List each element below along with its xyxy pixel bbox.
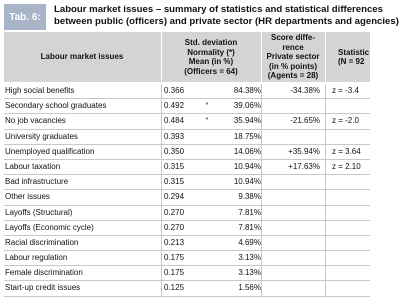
table-title bbox=[54, 4, 399, 28]
table-row bbox=[4, 190, 370, 205]
column-divider bbox=[161, 99, 162, 113]
std-deviation-cell: 0.270 bbox=[164, 207, 185, 217]
column-divider bbox=[161, 130, 162, 144]
issue-cell: Other issues bbox=[5, 192, 50, 202]
table-row bbox=[4, 206, 370, 221]
column-divider bbox=[261, 114, 262, 128]
normality-marker-cell bbox=[200, 145, 214, 159]
column-divider bbox=[161, 266, 162, 280]
statistic-cell: z = -2.0 bbox=[332, 116, 359, 126]
header-score-line-2: rence bbox=[282, 42, 304, 52]
column-divider bbox=[161, 281, 162, 295]
statistic-cell: z = 3.64 bbox=[332, 146, 361, 156]
header-std-mean bbox=[162, 32, 260, 82]
issue-cell: Layoffs (Structural) bbox=[5, 207, 73, 217]
table-row bbox=[4, 99, 370, 114]
normality-marker-cell bbox=[200, 236, 214, 250]
table-row bbox=[4, 145, 370, 160]
score-difference-cell: +17.63% bbox=[288, 161, 320, 171]
mean-cell: 14.06% bbox=[233, 146, 261, 156]
normality-marker-cell bbox=[200, 160, 214, 174]
normality-marker-cell: * bbox=[205, 117, 209, 125]
header-statistic-line-2: (N = 92 bbox=[338, 57, 365, 66]
column-divider bbox=[261, 206, 262, 220]
score-difference-cell bbox=[264, 266, 320, 280]
column-divider bbox=[325, 251, 326, 265]
header-score-line-3: Private sector bbox=[266, 52, 320, 62]
column-divider bbox=[325, 206, 326, 220]
issue-cell: Layoffs (Economic cycle) bbox=[5, 222, 94, 232]
issue-cell: Start-up credit issues bbox=[5, 283, 81, 293]
table-body bbox=[4, 84, 370, 297]
score-difference-cell: -34.38% bbox=[290, 86, 320, 95]
column-divider bbox=[325, 160, 326, 174]
column-divider bbox=[261, 221, 262, 235]
statistic-cell bbox=[326, 266, 392, 280]
issue-cell: Labour taxation bbox=[5, 161, 61, 171]
std-deviation-cell: 0.315 bbox=[164, 177, 185, 187]
table-header bbox=[4, 32, 370, 82]
column-divider bbox=[161, 175, 162, 189]
statistic-cell bbox=[326, 190, 392, 204]
mean-cell: 10.94% bbox=[233, 161, 261, 171]
column-divider bbox=[161, 251, 162, 265]
header-score-line-4: (in % points) bbox=[269, 61, 317, 71]
normality-marker-cell bbox=[200, 206, 214, 220]
column-divider bbox=[261, 84, 262, 98]
mean-cell: 7.81% bbox=[238, 207, 261, 217]
header-normality-line: Normality (*) bbox=[187, 47, 235, 57]
statistic-cell bbox=[326, 175, 392, 189]
column-divider bbox=[325, 266, 326, 280]
header-mean-line: Mean (in %) bbox=[188, 57, 234, 66]
std-deviation-cell: 0.294 bbox=[164, 192, 185, 202]
column-divider bbox=[325, 175, 326, 189]
normality-marker-cell bbox=[200, 221, 214, 235]
column-divider bbox=[261, 281, 262, 295]
mean-cell: 3.13% bbox=[238, 268, 261, 278]
std-deviation-cell: 0.350 bbox=[164, 146, 185, 156]
header-officers-line: (Officers = 64) bbox=[184, 66, 238, 76]
column-divider bbox=[261, 160, 262, 174]
header-std-line: Std. deviation bbox=[184, 38, 238, 47]
mean-cell: 10.94% bbox=[233, 177, 261, 187]
table-title-line-2: between public (officers) and private sector (HR departments and agencies) bbox=[54, 16, 399, 27]
column-divider bbox=[161, 114, 162, 128]
std-deviation-cell: 0.125 bbox=[164, 283, 185, 293]
column-divider bbox=[261, 99, 262, 113]
std-deviation-cell: 0.315 bbox=[164, 161, 185, 171]
score-difference-cell bbox=[264, 236, 320, 250]
statistic-cell bbox=[326, 99, 392, 113]
column-divider bbox=[325, 84, 326, 98]
table-row bbox=[4, 84, 370, 99]
score-difference-cell bbox=[264, 251, 320, 265]
table-row bbox=[4, 236, 370, 251]
mean-cell: 18.75% bbox=[233, 131, 261, 141]
normality-marker-cell bbox=[200, 130, 214, 144]
normality-marker-cell bbox=[200, 175, 214, 189]
column-divider bbox=[161, 190, 162, 204]
score-difference-cell bbox=[264, 221, 320, 235]
std-deviation-cell: 0.213 bbox=[164, 237, 185, 247]
score-difference-cell bbox=[264, 130, 320, 144]
statistic-cell bbox=[326, 130, 392, 144]
column-divider bbox=[325, 281, 326, 295]
normality-marker-cell bbox=[200, 266, 214, 280]
column-divider bbox=[325, 190, 326, 204]
column-divider bbox=[261, 145, 262, 159]
header-score-line-5: (Agents = 28) bbox=[267, 71, 319, 81]
statistic-cell bbox=[326, 281, 392, 295]
table-row bbox=[4, 114, 370, 129]
table-number-label: Tab. 6: bbox=[4, 4, 46, 30]
mean-cell: 35.94% bbox=[233, 116, 261, 126]
statistic-cell bbox=[326, 221, 392, 235]
header-score-difference bbox=[262, 32, 324, 82]
table-row bbox=[4, 266, 370, 281]
score-difference-cell bbox=[264, 281, 320, 295]
table-row bbox=[4, 130, 370, 145]
normality-marker-cell bbox=[200, 84, 214, 98]
issue-cell: Racial discrimination bbox=[5, 237, 79, 247]
mean-cell: 39.06% bbox=[233, 101, 261, 111]
mean-cell: 4.69% bbox=[238, 237, 261, 247]
issue-cell: Secondary school graduates bbox=[5, 101, 107, 111]
table-row bbox=[4, 251, 370, 266]
header-statistic bbox=[326, 32, 398, 82]
score-difference-cell bbox=[264, 206, 320, 220]
column-divider bbox=[161, 84, 162, 98]
table-title-bar bbox=[4, 4, 399, 30]
score-difference-cell bbox=[264, 99, 320, 113]
column-divider bbox=[325, 145, 326, 159]
mean-cell: 3.13% bbox=[238, 253, 261, 263]
score-difference-cell: +35.94% bbox=[288, 146, 320, 156]
column-divider bbox=[161, 221, 162, 235]
column-divider bbox=[261, 190, 262, 204]
column-divider bbox=[161, 206, 162, 220]
score-difference-cell bbox=[264, 175, 320, 189]
table-row bbox=[4, 221, 370, 236]
header-statistic-line-1: Statistic bbox=[338, 47, 370, 57]
table-row bbox=[4, 175, 370, 190]
issue-cell: Female discrimination bbox=[5, 268, 83, 278]
column-divider bbox=[325, 99, 326, 113]
column-divider bbox=[261, 130, 262, 144]
std-deviation-cell: 0.175 bbox=[164, 253, 185, 263]
std-deviation-cell: 0.270 bbox=[164, 222, 185, 232]
statistic-cell bbox=[326, 251, 392, 265]
table-title-line-1: Labour market issues – summary of statistics and statistical differences bbox=[54, 4, 383, 15]
normality-marker-cell bbox=[200, 281, 214, 295]
issue-cell: No job vacancies bbox=[5, 116, 66, 126]
issue-cell: Unemployed qualification bbox=[5, 146, 95, 156]
score-difference-cell: -21.65% bbox=[290, 116, 320, 126]
statistic-cell bbox=[326, 236, 392, 250]
issue-cell: Labour regulation bbox=[5, 253, 68, 263]
statistic-cell: z = -3.4 bbox=[332, 86, 359, 95]
column-divider bbox=[161, 160, 162, 174]
column-divider bbox=[261, 266, 262, 280]
mean-cell: 1.56% bbox=[238, 283, 261, 293]
mean-cell: 7.81% bbox=[238, 222, 261, 232]
statistic-cell bbox=[326, 206, 392, 220]
table-row bbox=[4, 160, 370, 175]
header-score-line-1: Score diffe- bbox=[270, 33, 315, 43]
header-issue: Labour market issues bbox=[40, 52, 124, 62]
issue-cell: High social benefits bbox=[5, 86, 75, 95]
std-deviation-cell: 0.366 bbox=[164, 86, 185, 95]
column-divider bbox=[261, 251, 262, 265]
column-divider bbox=[261, 236, 262, 250]
normality-marker-cell bbox=[200, 190, 214, 204]
mean-cell: 9.38% bbox=[238, 192, 261, 202]
column-divider bbox=[261, 175, 262, 189]
normality-marker-cell bbox=[200, 251, 214, 265]
column-divider bbox=[325, 236, 326, 250]
column-divider bbox=[161, 236, 162, 250]
column-divider bbox=[161, 145, 162, 159]
mean-cell: 84.38% bbox=[233, 86, 261, 95]
column-divider bbox=[325, 221, 326, 235]
statistic-cell: z = 2.10 bbox=[332, 161, 361, 171]
std-deviation-cell: 0.175 bbox=[164, 268, 185, 278]
normality-marker-cell: * bbox=[205, 102, 209, 110]
score-difference-cell bbox=[264, 190, 320, 204]
std-deviation-cell: 0.492 bbox=[164, 101, 185, 111]
std-deviation-cell: 0.484 bbox=[164, 116, 185, 126]
issue-cell: University graduates bbox=[5, 131, 78, 141]
issue-cell: Bad infrastructure bbox=[5, 177, 69, 187]
column-divider bbox=[325, 130, 326, 144]
column-divider bbox=[325, 114, 326, 128]
table-row bbox=[4, 281, 370, 296]
std-deviation-cell: 0.393 bbox=[164, 131, 185, 141]
